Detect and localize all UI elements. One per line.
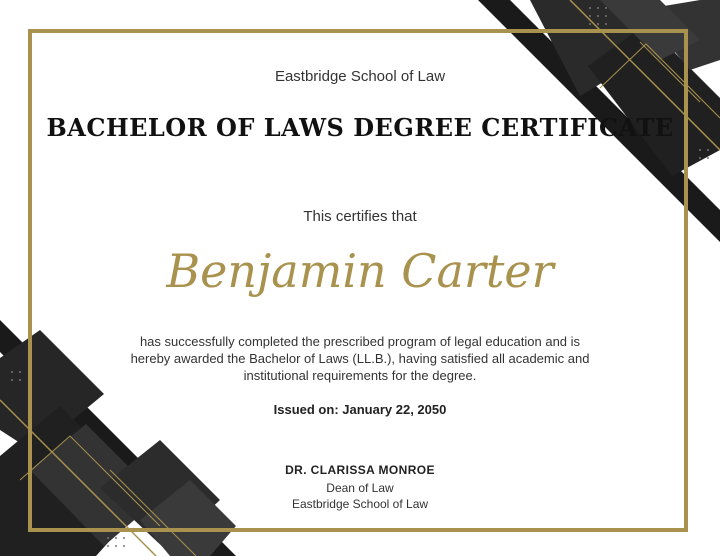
issue-date: Issued on: January 22, 2050 — [273, 402, 447, 417]
certifies-text: This certifies that — [303, 208, 417, 225]
certificate-title: BACHELOR OF LAWS DEGREE CERTIFICATE — [46, 113, 674, 142]
award-statement-line: hereby awarded the Bachelor of Laws (LL.B.), having satisfied all academic and — [130, 351, 590, 366]
school-name: Eastbridge School of Law — [274, 68, 446, 85]
recipient-name: Benjamin Carter — [166, 244, 554, 298]
award-statement-line: institutional requirements for the degree. — [243, 368, 477, 383]
award-statement-line: has successfully completed the prescribed program of legal education and is — [139, 334, 581, 349]
signatory-name: DR. CLARISSA MONROE — [285, 463, 435, 477]
award-statement — [0, 333, 720, 384]
signatory-institution: Eastbridge School of Law — [291, 497, 429, 511]
signatory-title: Dean of Law — [326, 481, 394, 495]
